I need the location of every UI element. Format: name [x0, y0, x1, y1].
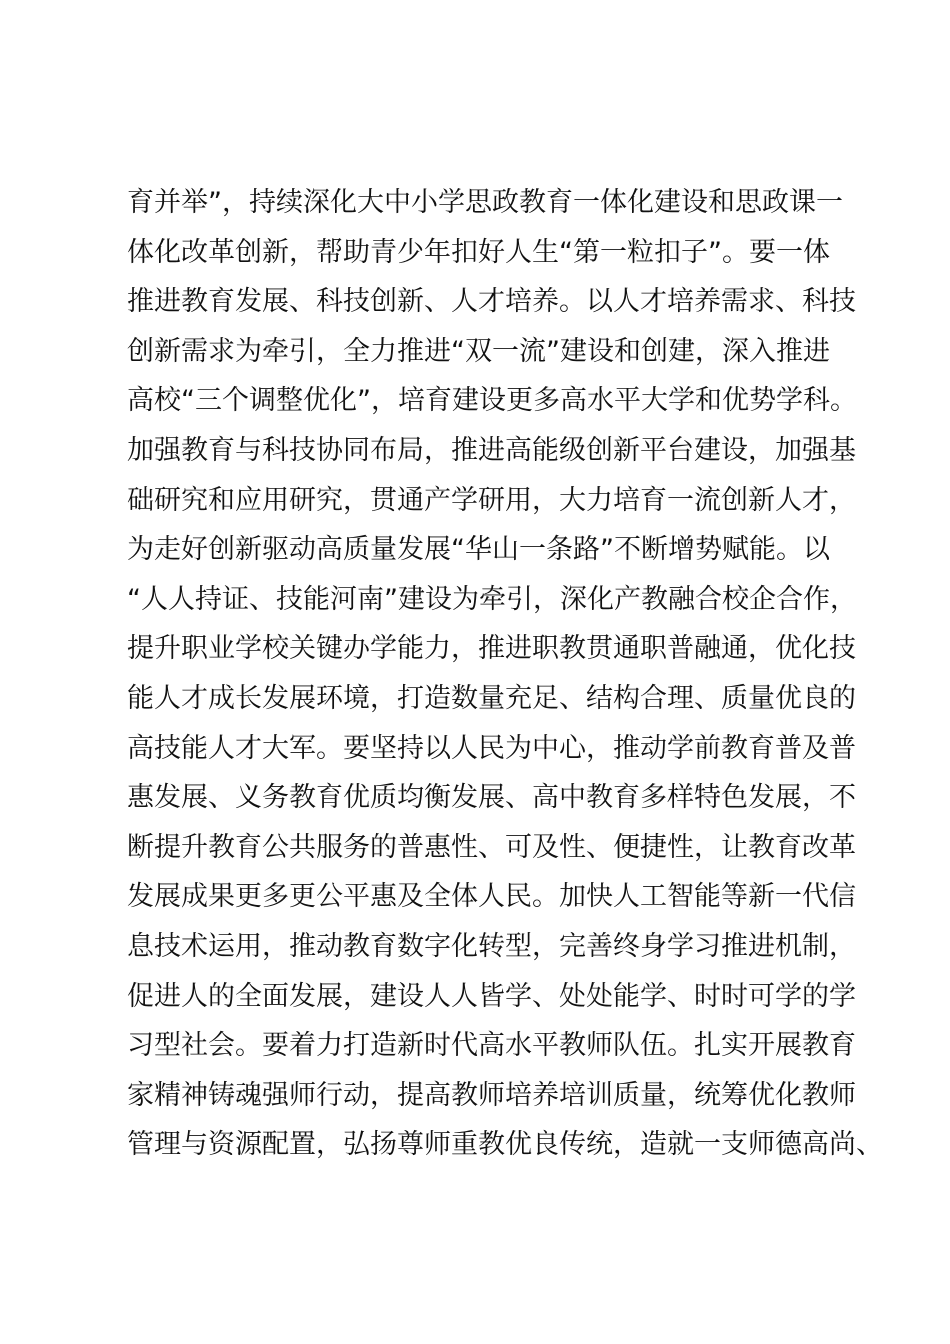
text-line: 创新需求为牵引，全力推进“双一流”建设和创建，深入推进	[127, 335, 830, 367]
text-line: 断提升教育公共服务的普惠性、可及性、便捷性，让教育改革	[127, 831, 856, 863]
text-line: 高技能人才大军。要坚持以人民为中心，推动学前教育普及普	[127, 732, 856, 764]
text-line: 发展成果更多更公平惠及全体人民。加快人工智能等新一代信	[127, 881, 856, 913]
text-line: 高校“三个调整优化”，培育建设更多高水平大学和优势学科。	[127, 385, 857, 417]
text-line: 管理与资源配置，弘扬尊师重教优良传统，造就一支师德高尚、	[127, 1129, 883, 1161]
text-line: 惠发展、义务教育优质均衡发展、高中教育多样特色发展，不	[127, 782, 856, 814]
text-line: 促进人的全面发展，建设人人皆学、处处能学、时时可学的学	[127, 980, 856, 1012]
text-line: 育并举”，持续深化大中小学思政教育一体化建设和思政课一	[127, 187, 843, 218]
text-line: 家精神铸魂强师行动，提高教师培养培训质量，统筹优化教师	[127, 1079, 856, 1111]
text-line: 础研究和应用研究，贯通产学研用，大力培育一流创新人才，	[127, 484, 856, 516]
text-line: 为走好创新驱动高质量发展“华山一条路”不断增势赋能。以	[127, 534, 830, 566]
text-line: “人人持证、技能河南”建设为牵引，深化产教融合校企合作，	[127, 583, 857, 615]
text-line: 习型社会。要着力打造新时代高水平教师队伍。扎实开展教育	[127, 1030, 856, 1062]
text-line: 息技术运用，推动教育数字化转型，完善终身学习推进机制，	[127, 930, 856, 962]
text-line: 加强教育与科技协同布局，推进高能级创新平台建设，加强基	[127, 434, 856, 466]
body-paragraph	[127, 178, 883, 1170]
text-line: 提升职业学校关键办学能力，推进职教贯通职普融通，优化技	[127, 633, 856, 665]
text-line: 推进教育发展、科技创新、人才培养。以人才培养需求、科技	[127, 286, 856, 318]
text-line: 能人才成长发展环境，打造数量充足、结构合理、质量优良的	[127, 682, 856, 714]
text-line: 体化改革创新，帮助青少年扣好人生“第一粒扣子”。要一体	[127, 236, 830, 268]
